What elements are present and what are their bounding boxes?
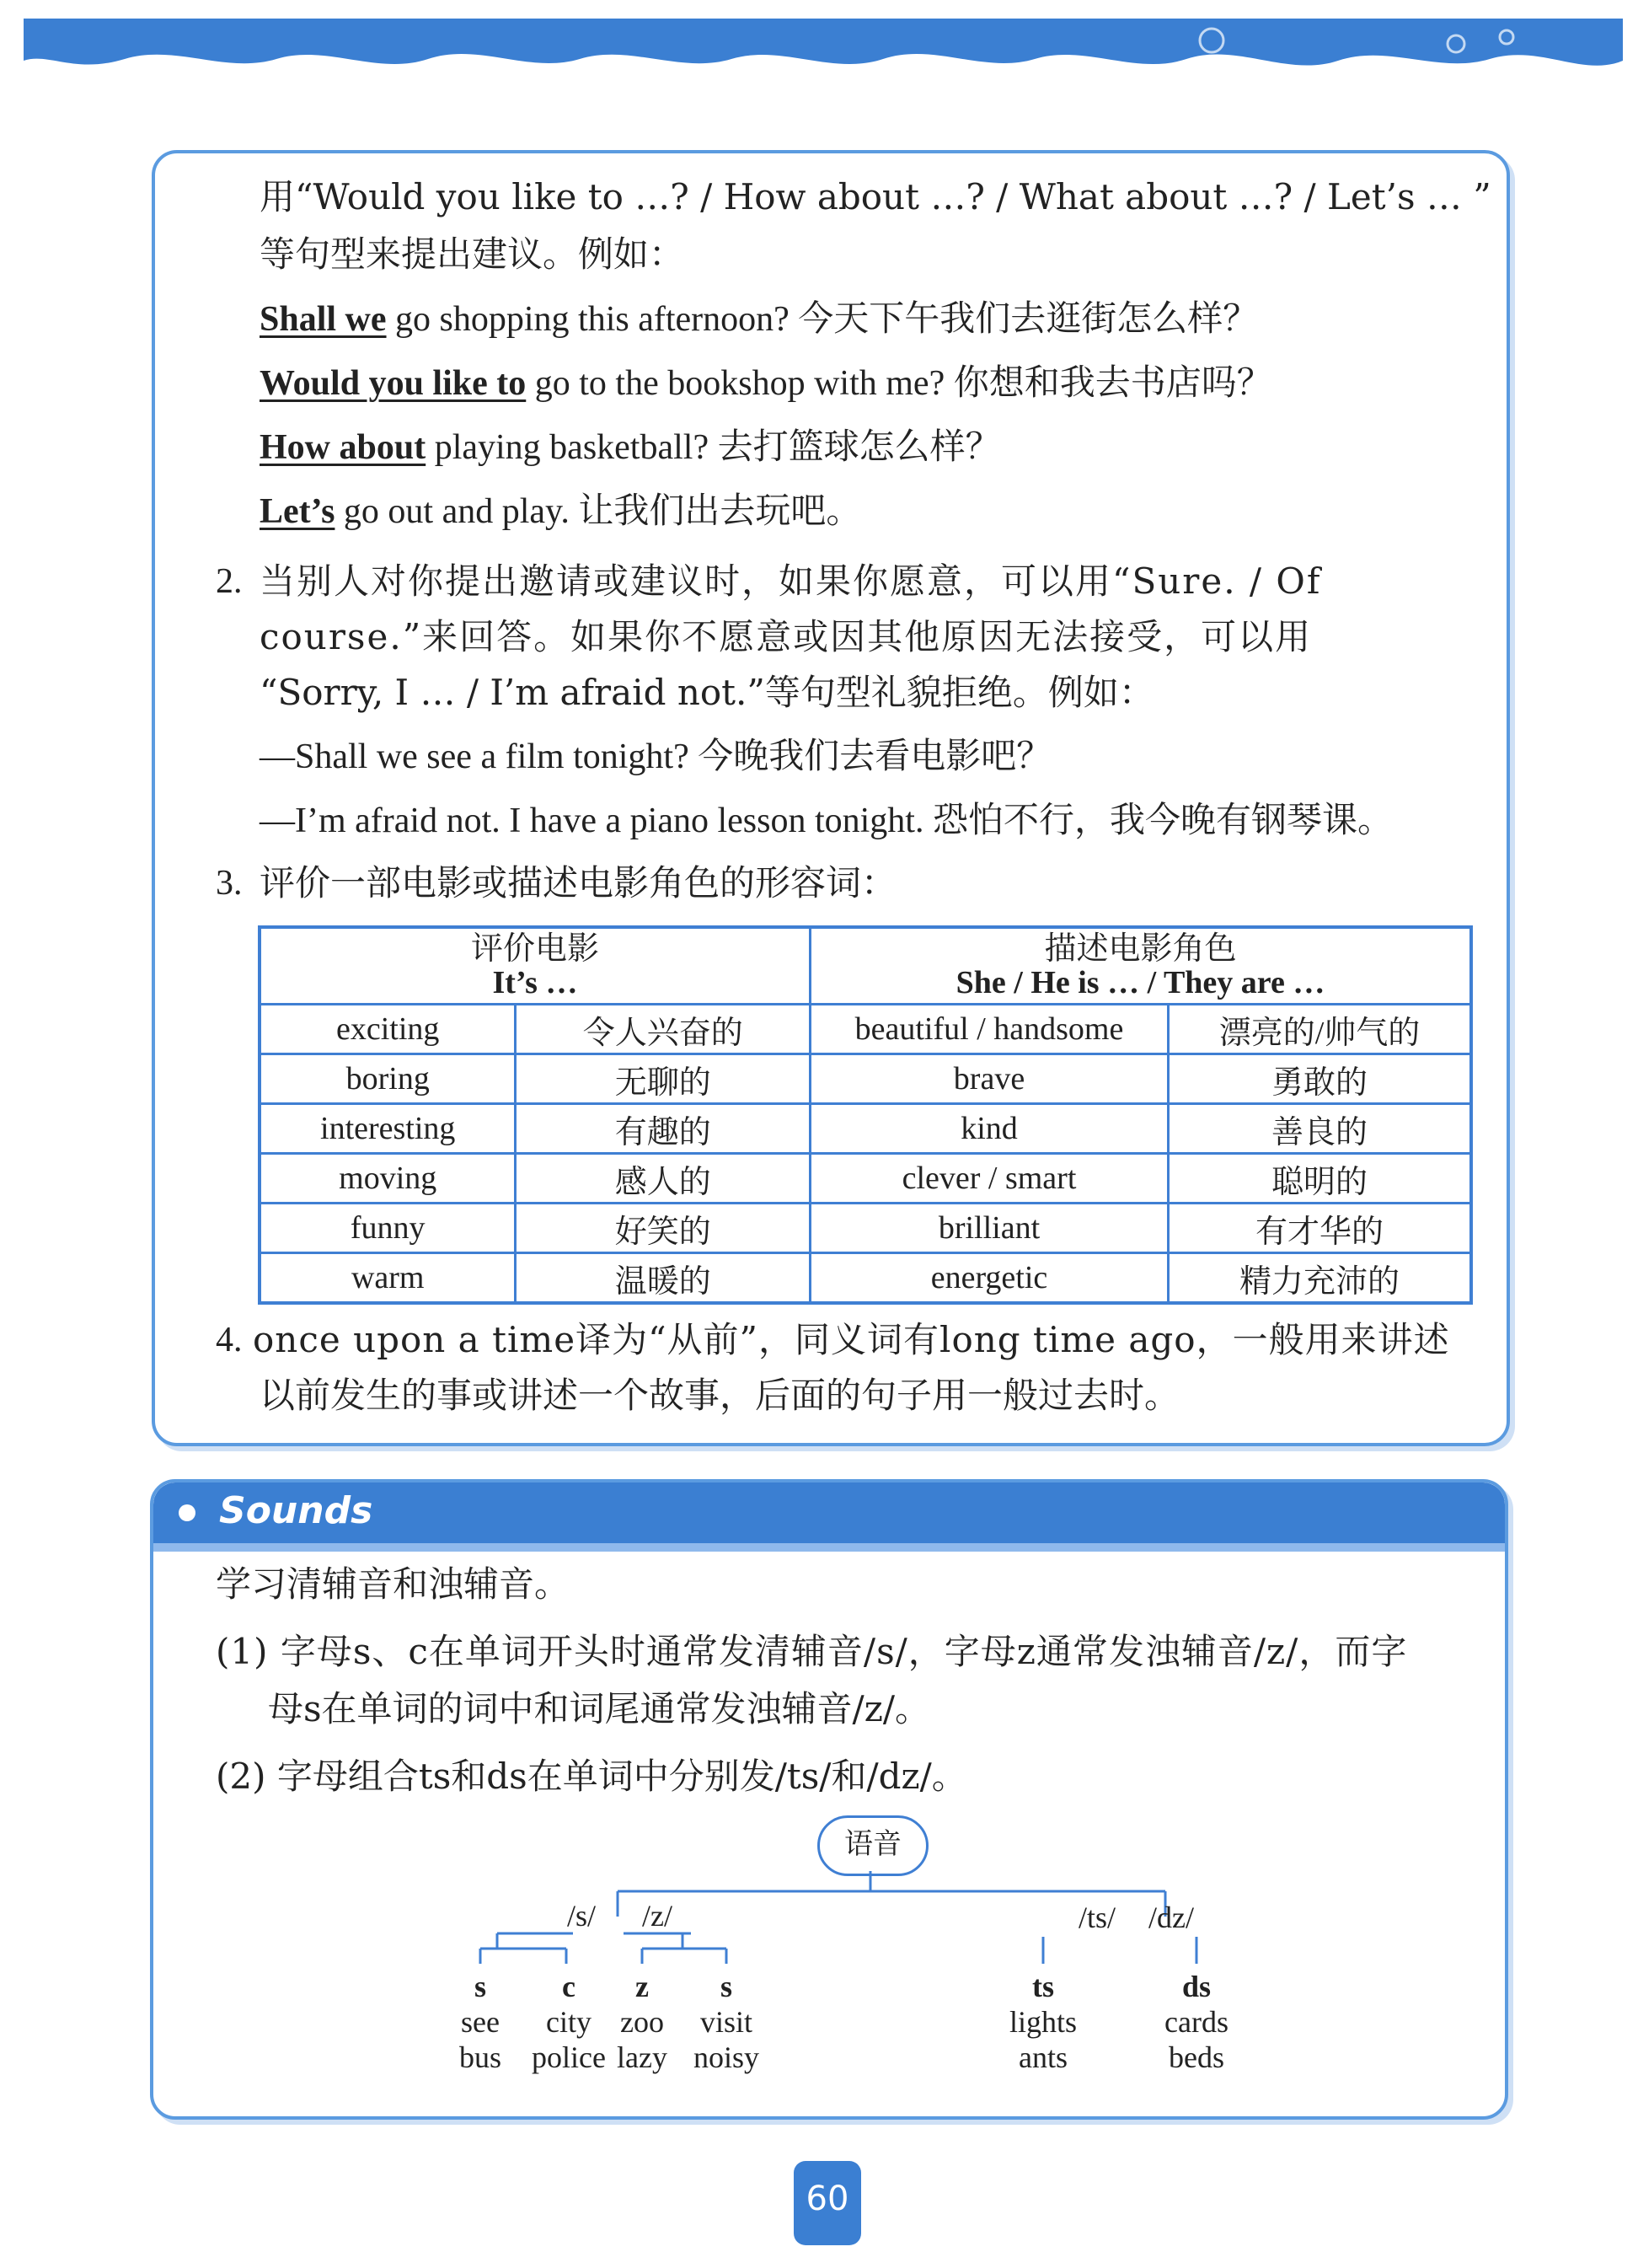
table-cell: 漂亮的/帅气的 — [1169, 1005, 1472, 1054]
example-word: lights — [1009, 2005, 1077, 2039]
item-number: 3. — [216, 864, 243, 903]
letter-label: z — [635, 1970, 649, 2003]
sounds-point-1-line-2: 母s在单词的词中和词尾通常发浊辅音/z/。 — [268, 1688, 930, 1729]
letter-column-c — [522, 1969, 615, 2075]
table-cell: 好笑的 — [516, 1204, 811, 1253]
table-row — [260, 1253, 1471, 1304]
item2-line-3: “Sorry, I … / I’m afraid not.”等句型礼貌拒绝。例如： — [260, 672, 1154, 713]
header-en: She / He is … / They are … — [956, 965, 1325, 1000]
table-cell: 勇敢的 — [1169, 1054, 1472, 1104]
header-cn: 描述电影角色 — [1044, 931, 1237, 967]
example-word: lazy — [617, 2040, 667, 2074]
example-key: How about — [260, 428, 426, 467]
sounds-point-2: (2) 字母组合ts和ds在单词中分别发/ts/和/dz/。 — [216, 1756, 967, 1797]
letter-column-z — [608, 1969, 676, 2075]
sound-ts-label: /ts/ — [1078, 1901, 1116, 1934]
example-word: cards — [1164, 2005, 1228, 2039]
table-cell: 聪明的 — [1169, 1154, 1472, 1204]
intro-line-2: 等句型来提出建议。例如： — [260, 233, 685, 275]
example-sentence — [260, 297, 1258, 341]
table-cell: 善良的 — [1169, 1104, 1472, 1154]
letter-label: s — [474, 1970, 486, 2003]
table-cell: brilliant — [811, 1204, 1169, 1253]
item2-line-2: course.”来回答。如果你不愿意或因其他原因无法接受，可以用 — [260, 616, 1313, 657]
letter-column-s2 — [684, 1969, 768, 2075]
table-cell: beautiful / handsome — [811, 1005, 1169, 1054]
item-number: 4. — [216, 1321, 243, 1359]
example-rest: playing basketball? 去打篮球怎么样？ — [426, 428, 1001, 467]
table-row — [260, 1005, 1471, 1054]
sound-z-label: /z/ — [642, 1899, 672, 1933]
table-cell: exciting — [260, 1005, 516, 1054]
sound-s-label: /s/ — [566, 1899, 596, 1933]
table-cell: interesting — [260, 1104, 516, 1154]
example-word: police — [532, 2040, 606, 2074]
intro-line-1: 用“Would you like to …? / How about …? / What about …? / Let’s … ” — [260, 176, 1491, 217]
adjectives-table — [258, 925, 1473, 1305]
sounds-header-bar — [153, 1483, 1505, 1543]
table-cell: 感人的 — [516, 1154, 811, 1204]
letter-column-s — [447, 1969, 514, 2075]
example-word: visit — [699, 2005, 752, 2039]
table-header-movie — [260, 927, 811, 1005]
item-number: 2. — [216, 562, 243, 601]
example-word: city — [546, 2005, 592, 2039]
top-wave-banner — [24, 19, 1623, 78]
sounds-point-1-line-1: (1) 字母s、c在单词开头时通常发清辅音/s/，字母z通常发浊辅音/z/，而字 — [216, 1631, 1408, 1672]
table-cell: 有趣的 — [516, 1104, 811, 1154]
table-header-row — [260, 927, 1471, 1005]
item4-line-2: 以前发生的事或讲述一个故事，后面的句子用一般过去时。 — [260, 1375, 1180, 1416]
example-rest: go to the bookshop with me? 你想和我去书店吗？ — [526, 364, 1272, 403]
sounds-title: Sounds — [219, 1489, 373, 1532]
sound-dz-label: /dz/ — [1148, 1901, 1194, 1934]
example-word: zoo — [620, 2005, 664, 2039]
header-en: It’s … — [492, 965, 578, 1000]
letter-label: ds — [1181, 1970, 1212, 2003]
letter-column-ds — [1148, 1969, 1245, 2075]
page-number: 60 — [794, 2161, 861, 2245]
example-rest: go out and play. 让我们出去玩吧。 — [335, 492, 862, 531]
example-key: Would you like to — [260, 364, 527, 403]
letter-label: s — [720, 1970, 732, 2003]
example-word: noisy — [693, 2040, 759, 2074]
item3-text: 评价一部电影或描述电影角色的形容词： — [260, 862, 897, 903]
table-cell: 温暖的 — [516, 1253, 811, 1304]
item2-line-1: 当别人对你提出邀请或建议时，如果你愿意，可以用“Sure. / Of — [260, 560, 1322, 602]
table-cell: warm — [260, 1253, 516, 1304]
table-row — [260, 1104, 1471, 1154]
table-cell: 有才华的 — [1169, 1204, 1472, 1253]
sounds-intro: 学习清辅音和浊辅音。 — [216, 1563, 570, 1605]
example-sentence — [260, 489, 861, 533]
table-cell: funny — [260, 1204, 516, 1253]
dialog-line-1: —Shall we see a film tonight? 今晚我们去看电影吧？ — [260, 737, 1052, 776]
example-word: beds — [1169, 2040, 1224, 2074]
example-word: ants — [1019, 2040, 1068, 2074]
example-word: bus — [458, 2040, 501, 2074]
example-key: Let’s — [260, 492, 335, 531]
letter-label: ts — [1032, 1970, 1054, 2003]
table-cell: kind — [811, 1104, 1169, 1154]
table-cell: energetic — [811, 1253, 1169, 1304]
table-row — [260, 1204, 1471, 1253]
table-cell: brave — [811, 1054, 1169, 1104]
table-cell: 令人兴奋的 — [516, 1005, 811, 1054]
example-rest: go shopping this afternoon? 今天下午我们去逛街怎么样？ — [386, 300, 1259, 339]
table-cell: boring — [260, 1054, 516, 1104]
root-node: 语音 — [817, 1815, 929, 1876]
example-word: see — [461, 2005, 500, 2039]
phonics-tree-diagram — [421, 1804, 1348, 2107]
table-header-character — [811, 927, 1472, 1005]
table-row — [260, 1154, 1471, 1204]
header-cn: 评价电影 — [470, 931, 599, 967]
letter-label: c — [562, 1970, 575, 2003]
example-sentence — [260, 425, 1001, 469]
table-row — [260, 1054, 1471, 1104]
example-key: Shall we — [260, 300, 387, 339]
bullet-dot-icon — [179, 1504, 195, 1521]
letter-column-ts — [994, 1969, 1092, 2075]
dialog-line-2: —I’m afraid not. I have a piano lesson tonight. 恐怕不行，我今晚有钢琴课。 — [260, 802, 1393, 840]
table-cell: 精力充沛的 — [1169, 1253, 1472, 1304]
item4-line-1: once upon a time译为“从前”，同义词有long time ago，一般用来讲述 — [253, 1319, 1450, 1360]
example-sentence — [260, 361, 1272, 405]
table-cell: 无聊的 — [516, 1054, 811, 1104]
table-cell: moving — [260, 1154, 516, 1204]
table-cell: clever / smart — [811, 1154, 1169, 1204]
